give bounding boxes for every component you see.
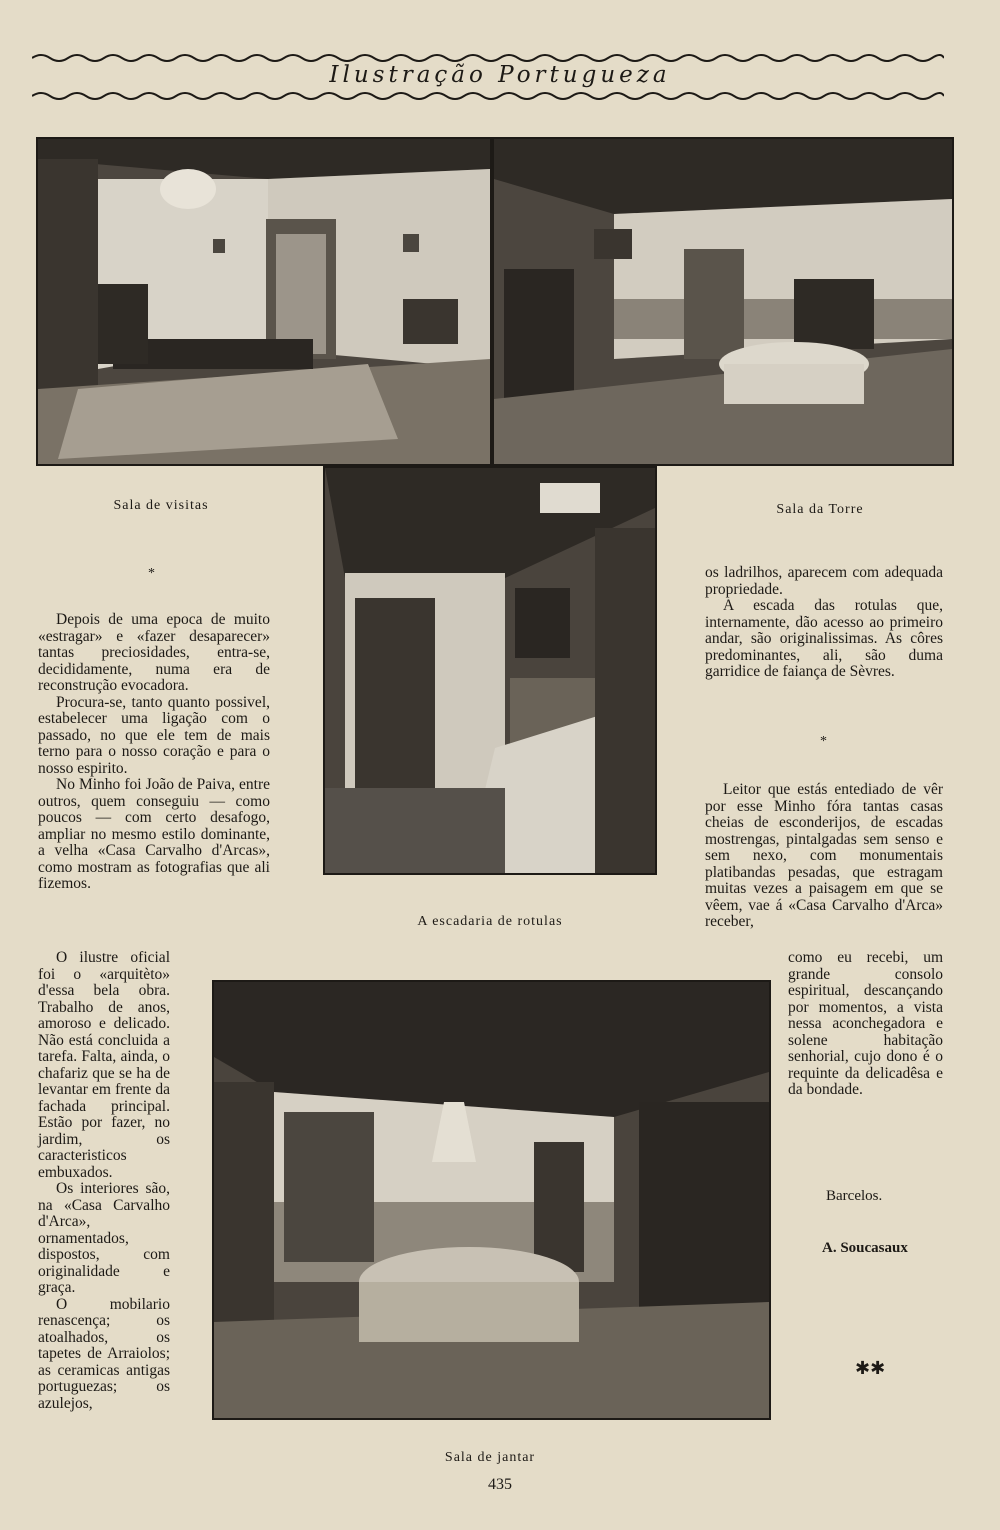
masthead-rule-bottom <box>32 90 944 102</box>
paragraph: A escada das rotulas que, internamente, dão acesso ao primeiro andar, são originalissimas. As côres predominantes, ali, são duma garridice de faiança de Sèvres. <box>705 597 943 680</box>
section-separator-left: * <box>148 566 155 581</box>
caption-sala-da-torre: Sala da Torre <box>776 502 864 517</box>
article-column-right-narrow <box>788 950 943 1099</box>
caption-escadaria: A escadaria de rotulas <box>417 914 563 929</box>
article-column-right-wide <box>705 782 943 931</box>
photo-escadaria-de-rotulas <box>323 466 657 875</box>
photo-sala-da-torre <box>492 137 954 466</box>
end-ornament: ✱✱ <box>855 1358 886 1378</box>
article-author: A. Soucasaux <box>822 1240 908 1256</box>
paragraph: Depois de uma epoca de muito «estragar» e «fazer desaparecer» tantas preciosidades, entra-se, decididamente, numa era de reconstrução evocadora. <box>38 611 270 694</box>
paragraph: O mobilario renascença; os atoalhados, os tapetes de Arraiolos; as ceramicas antigas portuguezas; os azulejos, <box>38 1295 170 1412</box>
paragraph: Leitor que estás entediado de vêr por esse Minho fóra tantas casas cheias de esconderijos, de escadas mostrengas, pintalgadas sem senso e sem nexo, com monumentais platibandas pesadas, que estragam muitas vezes a paisagem em que se vêem, vae á «Casa Carvalho d'Arca» receber, <box>705 781 943 930</box>
article-place: Barcelos. <box>826 1188 883 1204</box>
photo-sala-de-visitas <box>36 137 492 466</box>
photo-sala-de-jantar <box>212 980 771 1420</box>
paragraph: como eu recebi, um grande consolo espiritual, descançando por momentos, a vista nessa aconchegadora e solene habitação senhorial, cujo dono é o requinte da delicadêsa e da bondade. <box>788 949 943 1098</box>
page-number: 435 <box>488 1476 512 1493</box>
caption-sala-de-jantar: Sala de jantar <box>444 1450 536 1465</box>
article-column-right <box>705 565 943 681</box>
section-separator-right: * <box>820 734 827 749</box>
paragraph: No Minho foi João de Paiva, entre outros, quem conseguiu — como poucos — com certo desafogo, ampliar no mesmo estilo dominante, a velha «Casa Carvalho d'Arcas», como mostram as fotografias que ali fizemos. <box>38 776 270 892</box>
article-column-left-narrow <box>38 950 170 1412</box>
article-column-left <box>38 612 270 893</box>
paragraph: Procura-se, tanto quanto possivel, estabelecer uma ligação com o passado, no que ele tem de mais terno para o nosso coração e para o nosso espirito. <box>38 693 270 777</box>
paragraph: Os interiores são, na «Casa Carvalho d'Arca», ornamentados, dispostos, com originalidade e graça. <box>38 1180 170 1296</box>
caption-sala-de-visitas: Sala de visitas <box>113 498 209 513</box>
paragraph: os ladrilhos, aparecem com adequada propriedade. <box>705 564 943 598</box>
masthead-title: Ilustração Portugueza <box>329 62 671 88</box>
paragraph: O ilustre oficial foi o «arquitèto» d'essa bela obra. Trabalho de anos, amoroso e delicado. Não está concluida a tarefa. Falta, ainda, o chafariz que se ha de levantar em frente da fachada principal. Estão por fazer, no jardim, os caracteristicos embuxados. <box>38 949 170 1181</box>
